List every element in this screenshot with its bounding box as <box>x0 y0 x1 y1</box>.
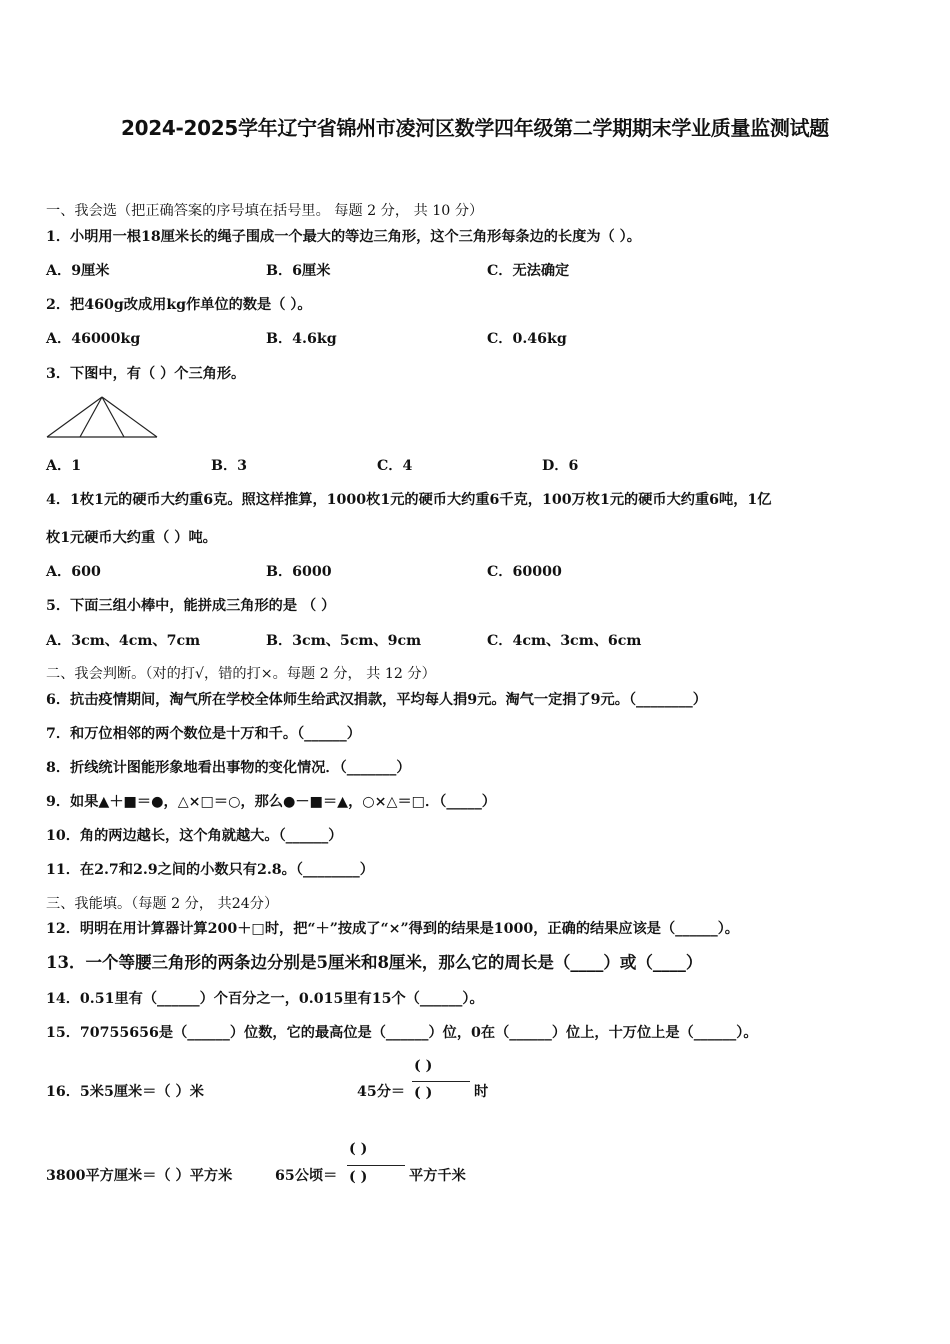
question-3: 3．下图中，有（ ）个三角形。 <box>46 366 246 382</box>
q16-part4-numerator: ( ) <box>349 1141 368 1157</box>
triangle-figure <box>44 394 162 440</box>
q16-part4-prefix: 65公顷＝ <box>275 1168 338 1184</box>
q4-option-b: B．6000 <box>266 564 332 580</box>
section3-header: 三、我能填。（每题 2 分， 共24分） <box>46 896 279 912</box>
q16-part2-suffix: 时 <box>474 1084 489 1100</box>
q5-option-b: B．3cm、5cm、9cm <box>266 633 422 649</box>
q1-option-c: C．无法确定 <box>487 263 570 279</box>
question-2: 2．把460g改成用kg作单位的数是（ ）。 <box>46 297 312 313</box>
question-8: 8．折线统计图能形象地看出事物的变化情况．（_______） <box>46 760 411 776</box>
page-title: 2024-2025学年辽宁省锦州市凌河区数学四年级第二学期期末学业质量监测试题 <box>121 116 829 140</box>
q4-option-c: C．60000 <box>487 564 562 580</box>
section2-header: 二、我会判断。（对的打√，错的打×。每题 2 分， 共 12 分） <box>46 666 436 682</box>
section1-header: 一、我会选（把正确答案的序号填在括号里。 每题 2 分， 共 10 分） <box>46 203 484 219</box>
q16-part4-suffix: 平方千米 <box>409 1168 466 1184</box>
q1-option-b: B．6厘米 <box>266 263 331 279</box>
q2-option-a: A．46000kg <box>46 331 141 347</box>
question-16-part3: 3800平方厘米＝（ ）平方米 <box>46 1168 233 1184</box>
q16-part4-denominator: ( ) <box>349 1169 368 1185</box>
question-1: 1．小明用一根18厘米长的绳子围成一个最大的等边三角形，这个三角形每条边的长度为（ ）。 <box>46 229 641 245</box>
q16-part2-fraction-bar <box>412 1081 470 1082</box>
question-6: 6．抗击疫情期间，淘气所在学校全体师生给武汉捐款，平均每人捐9元。淘气一定捐了9元。（________） <box>46 692 707 708</box>
question-4-line1: 4．1枚1元的硬币大约重6克。照这样推算，1000枚1元的硬币大约重6千克，100万枚1元的硬币大约重6吨，1亿 <box>46 492 772 508</box>
q16-part2-denominator: ( ) <box>414 1085 433 1101</box>
q2-option-c: C．0.46kg <box>487 331 567 347</box>
q3-option-a: A．1 <box>46 458 82 474</box>
question-7: 7．和万位相邻的两个数位是十万和千。（______） <box>46 726 361 742</box>
question-15: 15．70755656是（______）位数，它的最高位是（______）位，0在（______）位上，十万位上是（______）。 <box>46 1025 758 1041</box>
question-12: 12．明明在用计算器计算200＋□时，把“＋”按成了“×”得到的结果是1000，正确的结果应该是（______）。 <box>46 921 739 937</box>
question-13: 13．一个等腰三角形的两条边分别是5厘米和8厘米，那么它的周长是（____）或（____） <box>46 953 703 972</box>
question-14: 14．0.51里有（______）个百分之一，0.015里有15个（______）。 <box>46 991 484 1007</box>
q16-part4-fraction-bar <box>347 1165 405 1166</box>
question-16-part1: 16．5米5厘米＝（ ）米 <box>46 1084 204 1100</box>
question-10: 10．角的两边越长，这个角就越大。（______） <box>46 828 343 844</box>
question-5: 5．下面三组小棒中，能拼成三角形的是 （ ） <box>46 598 336 614</box>
q16-part2-numerator: ( ) <box>414 1058 433 1074</box>
question-4-line2: 枚1元硬币大约重（ ）吨。 <box>46 530 217 546</box>
q4-option-a: A．600 <box>46 564 101 580</box>
question-9: 9．如果▲＋■＝●，△×□＝○，那么●－■＝▲，○×△＝□．（_____） <box>46 794 496 810</box>
q1-option-a: A．9厘米 <box>46 263 110 279</box>
q5-option-a: A．3cm、4cm、7cm <box>46 633 201 649</box>
q2-option-b: B．4.6kg <box>266 331 337 347</box>
q3-option-c: C．4 <box>377 458 413 474</box>
q5-option-c: C．4cm、3cm、6cm <box>487 633 642 649</box>
q3-option-d: D．6 <box>542 458 579 474</box>
q16-part2-prefix: 45分＝ <box>357 1084 406 1100</box>
question-11: 11．在2.7和2.9之间的小数只有2.8。（________） <box>46 862 374 878</box>
q3-option-b: B．3 <box>211 458 248 474</box>
